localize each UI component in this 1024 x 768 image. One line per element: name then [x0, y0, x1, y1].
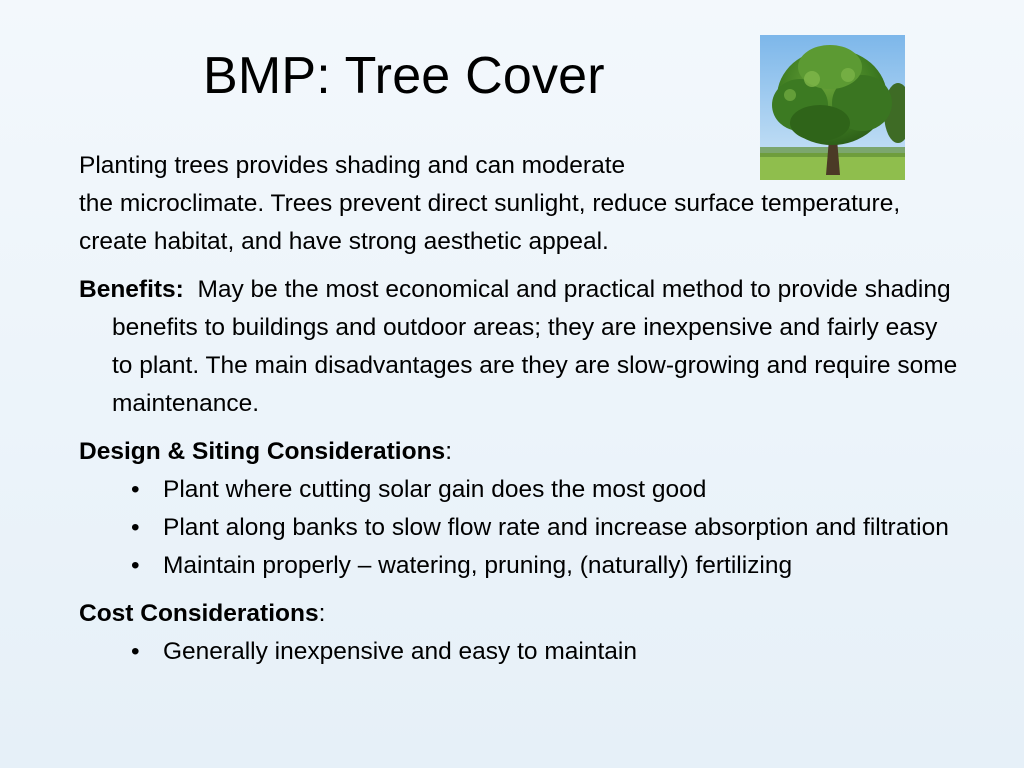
cost-label: Cost Considerations — [79, 600, 319, 627]
list-item-text: Plant along banks to slow flow rate and increase absorption and filtration — [163, 514, 949, 541]
list-item-text: Plant where cutting solar gain does the most good — [163, 476, 707, 503]
cost-colon: : — [318, 600, 326, 627]
benefits-label: Benefits: — [79, 276, 184, 303]
design-colon: : — [445, 438, 452, 465]
benefits-text: May be the most economical and practical method to provide shading benefits to buildings and outdoor areas; they are inexpensive and fairly easy to plant. The main disadvantages are they are slow-growing and require some maintenance. — [112, 276, 958, 417]
bullet-icon: • — [131, 638, 140, 665]
slide-body — [79, 147, 959, 681]
list-item — [79, 547, 959, 585]
list-item — [79, 471, 959, 509]
list-item-text: Maintain properly – watering, pruning, (naturally) fertilizing — [163, 552, 793, 579]
bullet-icon: • — [131, 552, 140, 579]
intro-paragraph — [79, 147, 959, 261]
cost-list — [79, 633, 959, 671]
list-item — [79, 633, 959, 671]
slide-title: BMP: Tree Cover — [203, 47, 605, 105]
benefits-paragraph — [79, 271, 959, 423]
list-item — [79, 509, 959, 547]
design-list — [79, 471, 959, 585]
design-label: Design & Siting Considerations — [79, 438, 446, 465]
bullet-icon: • — [131, 514, 140, 541]
intro-rest: the microclimate. Trees prevent direct sunlight, reduce surface temperature, create habitat, and have strong aesthetic appeal. — [79, 190, 901, 255]
design-heading — [79, 433, 959, 471]
list-item-text: Generally inexpensive and easy to maintain — [163, 638, 637, 665]
bullet-icon: • — [131, 476, 140, 503]
intro-line-1: Planting trees provides shading and can moderate — [79, 152, 626, 179]
cost-heading — [79, 595, 959, 633]
